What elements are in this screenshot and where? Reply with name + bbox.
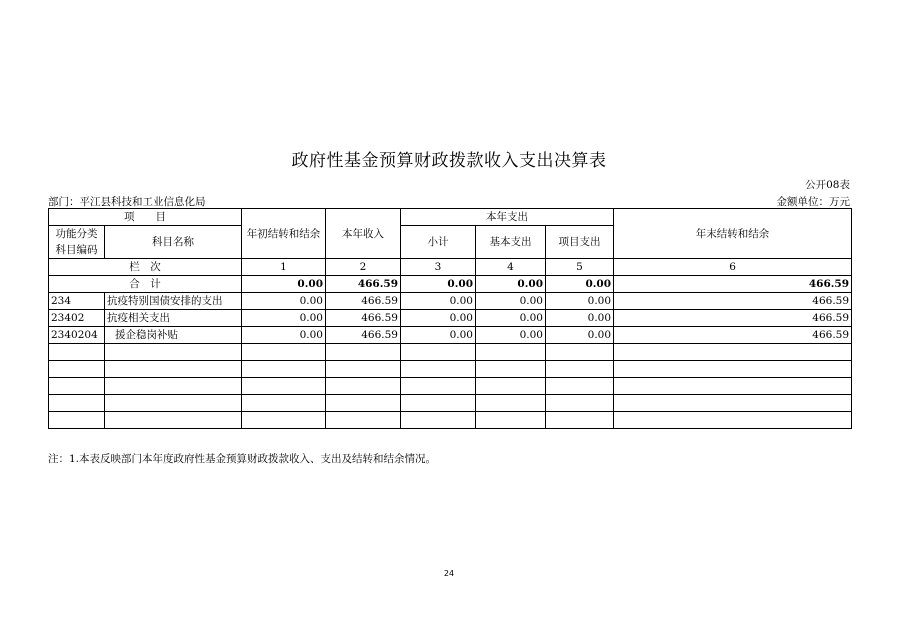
row-code: 234 xyxy=(49,293,105,310)
row-value: 0.00 xyxy=(242,327,326,344)
header-item: 项 目 xyxy=(49,209,242,226)
row-value: 0.00 xyxy=(476,293,546,310)
row-value: 0.00 xyxy=(401,293,476,310)
row-value: 0.00 xyxy=(546,293,614,310)
row-value: 0.00 xyxy=(546,310,614,327)
empty-row xyxy=(49,361,852,378)
header-expense-group: 本年支出 xyxy=(401,209,614,226)
header-income: 本年收入 xyxy=(326,209,401,259)
table-row xyxy=(49,327,852,344)
row-value: 0.00 xyxy=(242,293,326,310)
total-value: 0.00 xyxy=(476,276,546,293)
col-num-4: 4 xyxy=(476,259,546,276)
row-name: 抗疫特别国债安排的支出 xyxy=(105,293,242,310)
total-row xyxy=(49,276,852,293)
col-num-5: 5 xyxy=(546,259,614,276)
column-number-row xyxy=(49,259,852,276)
row-value: 0.00 xyxy=(476,310,546,327)
empty-row xyxy=(49,412,852,429)
row-name: 抗疫相关支出 xyxy=(105,310,242,327)
row-value: 466.59 xyxy=(614,293,852,310)
total-value: 466.59 xyxy=(614,276,852,293)
col-num-1: 1 xyxy=(242,259,326,276)
header-subtotal: 小计 xyxy=(401,226,476,259)
total-value: 0.00 xyxy=(546,276,614,293)
header-project: 项目支出 xyxy=(546,226,614,259)
total-label: 合 计 xyxy=(49,276,242,293)
row-code: 2340204 xyxy=(49,327,105,344)
col-num-6: 6 xyxy=(614,259,852,276)
table-row xyxy=(49,293,852,310)
page-number: 24 xyxy=(443,569,455,578)
header-end-balance: 年末结转和结余 xyxy=(614,209,852,259)
row-value: 466.59 xyxy=(326,327,401,344)
department-label: 部门：平江县科技和工业信息化局 xyxy=(48,196,206,208)
empty-row xyxy=(49,378,852,395)
row-value: 466.59 xyxy=(614,310,852,327)
header-name: 科目名称 xyxy=(105,226,242,259)
table-row xyxy=(49,310,852,327)
col-num-3: 3 xyxy=(401,259,476,276)
empty-row xyxy=(49,395,852,412)
header-code: 功能分类 科目编码 xyxy=(49,226,105,259)
budget-table xyxy=(48,208,852,429)
total-value: 0.00 xyxy=(401,276,476,293)
header-basic: 基本支出 xyxy=(476,226,546,259)
header-row-1 xyxy=(49,209,852,226)
empty-row xyxy=(49,344,852,361)
row-value: 0.00 xyxy=(546,327,614,344)
row-value: 466.59 xyxy=(326,293,401,310)
row-value: 0.00 xyxy=(401,327,476,344)
column-label: 栏 次 xyxy=(49,259,242,276)
col-num-2: 2 xyxy=(326,259,401,276)
row-code: 23402 xyxy=(49,310,105,327)
table-note: 注：1.本表反映部门本年度政府性基金预算财政拨款收入、支出及结转和结余情况。 xyxy=(48,453,437,465)
report-title: 政府性基金预算财政拨款收入支出决算表 xyxy=(291,151,607,171)
row-value: 466.59 xyxy=(326,310,401,327)
row-value: 0.00 xyxy=(242,310,326,327)
row-value: 0.00 xyxy=(401,310,476,327)
row-value: 466.59 xyxy=(614,327,852,344)
total-value: 466.59 xyxy=(326,276,401,293)
header-begin-balance: 年初结转和结余 xyxy=(242,209,326,259)
form-number: 公开08表 xyxy=(805,179,850,191)
row-value: 0.00 xyxy=(476,327,546,344)
row-name: 援企稳岗补贴 xyxy=(105,327,242,344)
total-value: 0.00 xyxy=(242,276,326,293)
unit-label: 金额单位：万元 xyxy=(776,196,850,208)
